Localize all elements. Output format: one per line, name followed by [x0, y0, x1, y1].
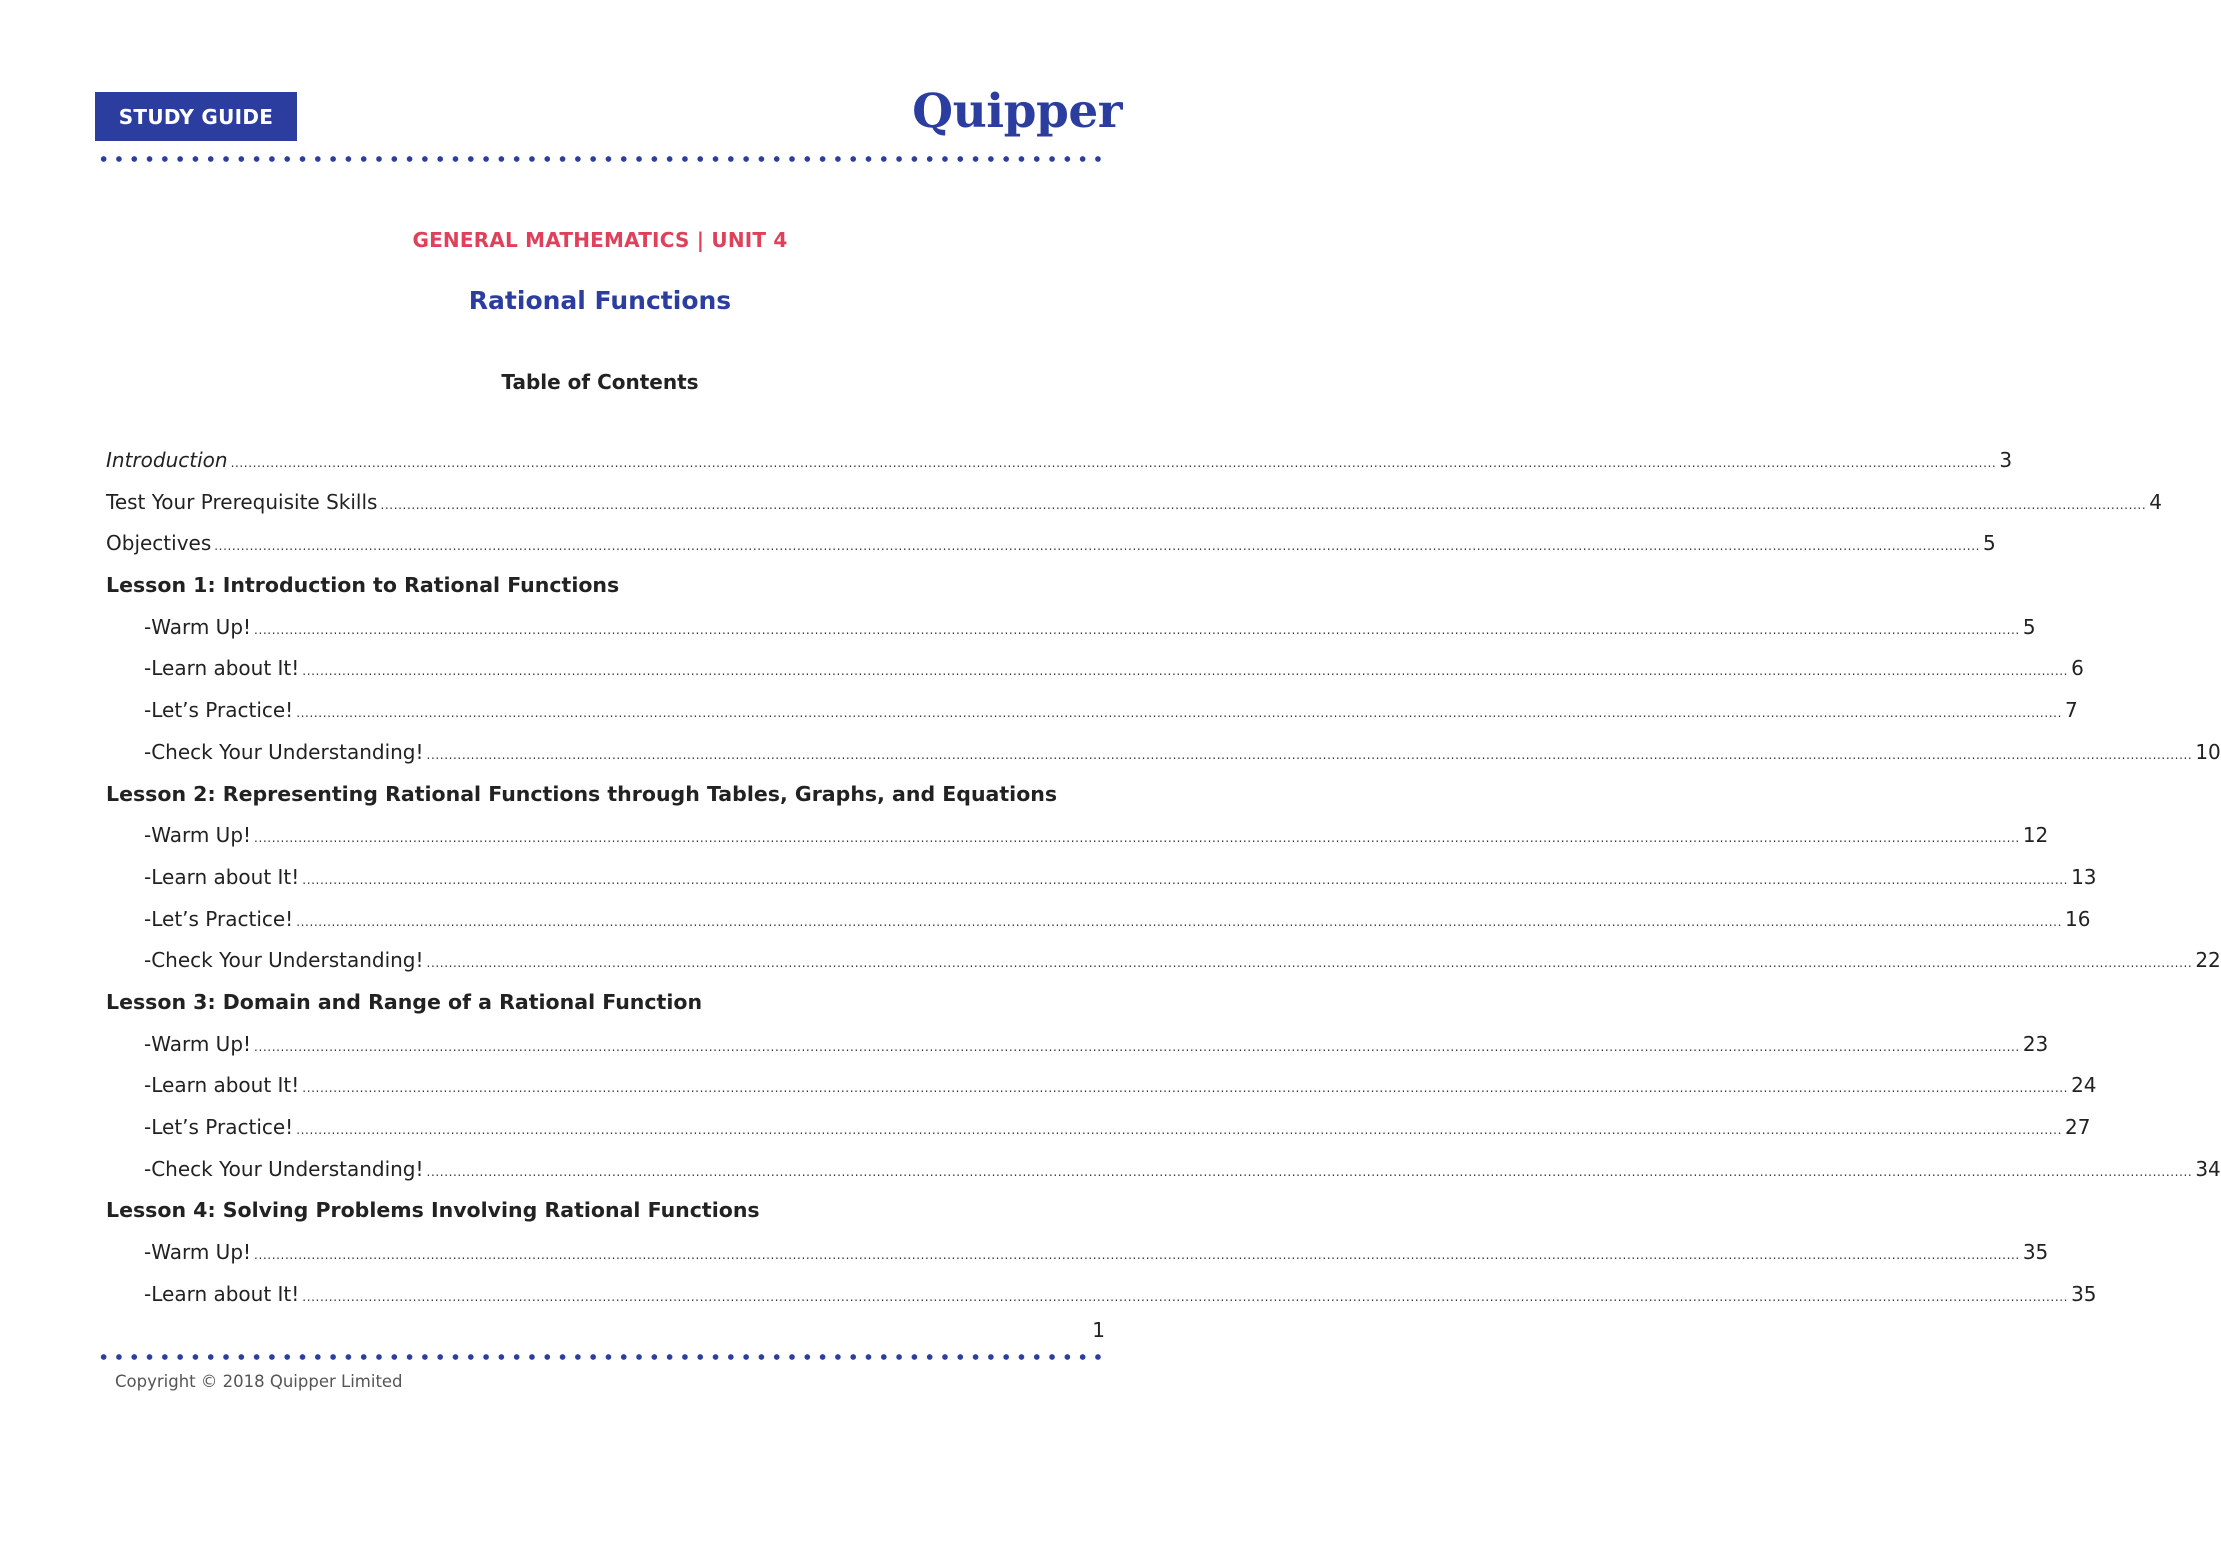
- toc-dot-leader: ................................................................................................................................................................................................................................................................................................................................................................................................................: [254, 1039, 2020, 1054]
- toc-entry-dash: -: [144, 1073, 152, 1098]
- toc-dot-leader: ................................................................................................................................................................................................................................................................................................................................................................................................................: [302, 664, 2069, 679]
- study-guide-badge: STUDY GUIDE: [95, 92, 297, 141]
- toc-entry-label: Lesson 1: Introduction to Rational Functions: [106, 573, 620, 598]
- toc-entry: [106, 523, 1996, 565]
- toc-entry-dash: -: [144, 1240, 152, 1265]
- toc-entry: [106, 1149, 2221, 1191]
- toc-entry: [106, 1107, 2091, 1149]
- toc-entry-dash: -: [144, 1031, 152, 1056]
- toc-dot-leader: ................................................................................................................................................................................................................................................................................................................................................................................................................: [254, 622, 2020, 637]
- toc-dot-leader: ................................................................................................................................................................................................................................................................................................................................................................................................................: [426, 747, 2193, 762]
- toc-dot-leader: ................................................................................................................................................................................................................................................................................................................................................................................................................: [214, 539, 1981, 554]
- toc-dot-leader: ................................................................................................................................................................................................................................................................................................................................................................................................................: [426, 956, 2193, 971]
- toc-entry: [106, 857, 2097, 899]
- toc-entry-dash: -: [144, 698, 152, 723]
- toc-entry-page: 34: [2195, 1156, 2221, 1181]
- toc-entry-label: Let’s Practice!: [151, 906, 294, 931]
- toc-entry-label: Objectives: [106, 531, 212, 556]
- toc-entry-page: 27: [2064, 1115, 2091, 1139]
- toc-entry-page: 12: [2022, 823, 2049, 848]
- toc-entry-dash: -: [144, 864, 152, 889]
- toc-lesson-heading: [106, 774, 1094, 816]
- bottom-dotted-divider: [96, 1354, 1104, 1360]
- toc-entry-page: 3: [1999, 448, 2013, 472]
- toc-entry: [106, 1024, 2049, 1066]
- toc-entry-dash: -: [144, 1115, 152, 1139]
- toc-dot-leader: ................................................................................................................................................................................................................................................................................................................................................................................................................: [426, 1164, 2193, 1179]
- toc-dot-leader: ................................................................................................................................................................................................................................................................................................................................................................................................................: [296, 914, 2062, 929]
- toc-entry: [106, 690, 2078, 732]
- page-title: Rational Functions: [468, 286, 732, 315]
- toc-entry-page: 13: [2071, 864, 2097, 889]
- toc-entry: [106, 1274, 2097, 1316]
- toc-dot-leader: ................................................................................................................................................................................................................................................................................................................................................................................................................: [254, 831, 2020, 846]
- toc-entry-label: Learn about It!: [151, 1073, 300, 1098]
- toc-entry-page: 10: [2195, 739, 2221, 764]
- toc-entry-label: Learn about It!: [151, 656, 300, 681]
- page-number: 1: [1092, 1318, 1105, 1342]
- toc-entry-label: Warm Up!: [151, 1031, 252, 1056]
- toc-entry-dash: -: [144, 1281, 152, 1306]
- toc-entry: [106, 1232, 2049, 1274]
- toc-entry-dash: -: [144, 739, 152, 764]
- toc-entry-page: 6: [2071, 656, 2084, 681]
- toc-entry-label: Lesson 4: Solving Problems Involving Rational Functions: [106, 1198, 760, 1223]
- toc-lesson-heading: [106, 565, 1094, 607]
- toc-entry: [106, 815, 2049, 857]
- toc-entry-dash: -: [144, 1156, 152, 1181]
- toc-entry-label: Warm Up!: [151, 614, 252, 639]
- toc-entry-label: Check Your Understanding!: [151, 1156, 424, 1181]
- toc-dot-leader: ................................................................................................................................................................................................................................................................................................................................................................................................................: [296, 706, 2062, 721]
- toc-entry-label: Test Your Prerequisite Skills: [106, 489, 378, 514]
- toc-dot-leader: ................................................................................................................................................................................................................................................................................................................................................................................................................: [302, 1081, 2069, 1096]
- subject-heading: GENERAL MATHEMATICS | UNIT 4: [412, 228, 788, 252]
- toc-lesson-heading: [106, 1190, 1094, 1232]
- toc-entry-dash: -: [144, 823, 152, 848]
- toc-entry-label: Lesson 3: Domain and Range of a Rational Function: [106, 989, 703, 1014]
- toc-dot-leader: ................................................................................................................................................................................................................................................................................................................................................................................................................: [254, 1248, 2020, 1263]
- toc-entry-label: Learn about It!: [151, 864, 300, 889]
- copyright-notice: Copyright © 2018 Quipper Limited: [115, 1372, 403, 1391]
- toc-entry: [106, 940, 2221, 982]
- toc-dot-leader: ................................................................................................................................................................................................................................................................................................................................................................................................................: [302, 872, 2069, 887]
- toc-entry-page: 22: [2195, 948, 2221, 973]
- toc-entry: [106, 1065, 2097, 1107]
- toc-entry: [106, 482, 2162, 524]
- toc-entry-dash: -: [144, 906, 152, 931]
- toc-entry-page: 24: [2071, 1073, 2097, 1098]
- toc-entry-label: Check Your Understanding!: [151, 739, 424, 764]
- toc-entry-label: Introduction: [106, 448, 228, 472]
- toc-entry: [106, 440, 2013, 482]
- toc-entry-page: 5: [2022, 614, 2036, 639]
- toc-dot-leader: ................................................................................................................................................................................................................................................................................................................................................................................................................: [296, 1123, 2062, 1137]
- toc-entry-page: 16: [2064, 906, 2091, 931]
- toc-entry-dash: -: [144, 614, 152, 639]
- toc-entry: [106, 607, 2036, 649]
- toc-entry-label: Check Your Understanding!: [151, 948, 424, 973]
- toc-heading: Table of Contents: [501, 370, 699, 394]
- quipper-logo: Quipper: [912, 84, 1122, 139]
- toc-entry: [106, 899, 2091, 941]
- toc-entry-label: Warm Up!: [151, 1240, 252, 1265]
- toc-entry-page: 7: [2064, 698, 2078, 723]
- toc-entry-page: 35: [2071, 1281, 2097, 1306]
- toc-entry-page: 5: [1983, 531, 1996, 556]
- toc-entry-label: Learn about It!: [151, 1281, 300, 1306]
- toc-dot-leader: ................................................................................................................................................................................................................................................................................................................................................................................................................: [230, 456, 1997, 470]
- toc-entry-page: 23: [2022, 1031, 2049, 1056]
- toc-entry-label: Warm Up!: [151, 823, 252, 848]
- toc-entry-dash: -: [144, 948, 152, 973]
- toc-entry-label: Lesson 2: Representing Rational Functions through Tables, Graphs, and Equations: [106, 781, 1058, 806]
- toc-entry-page: 35: [2022, 1240, 2049, 1265]
- toc-entry: [106, 648, 2084, 690]
- toc-dot-leader: ................................................................................................................................................................................................................................................................................................................................................................................................................: [302, 1289, 2069, 1304]
- toc-lesson-heading: [106, 982, 1094, 1024]
- table-of-contents: [106, 440, 2221, 1315]
- toc-entry-label: Let’s Practice!: [151, 698, 294, 723]
- toc-entry: [106, 732, 2221, 774]
- toc-entry-page: 4: [2149, 489, 2162, 514]
- top-dotted-divider: [96, 156, 1104, 162]
- toc-dot-leader: ................................................................................................................................................................................................................................................................................................................................................................................................................: [380, 497, 2147, 512]
- toc-entry-label: Let’s Practice!: [151, 1115, 294, 1139]
- toc-entry-dash: -: [144, 656, 152, 681]
